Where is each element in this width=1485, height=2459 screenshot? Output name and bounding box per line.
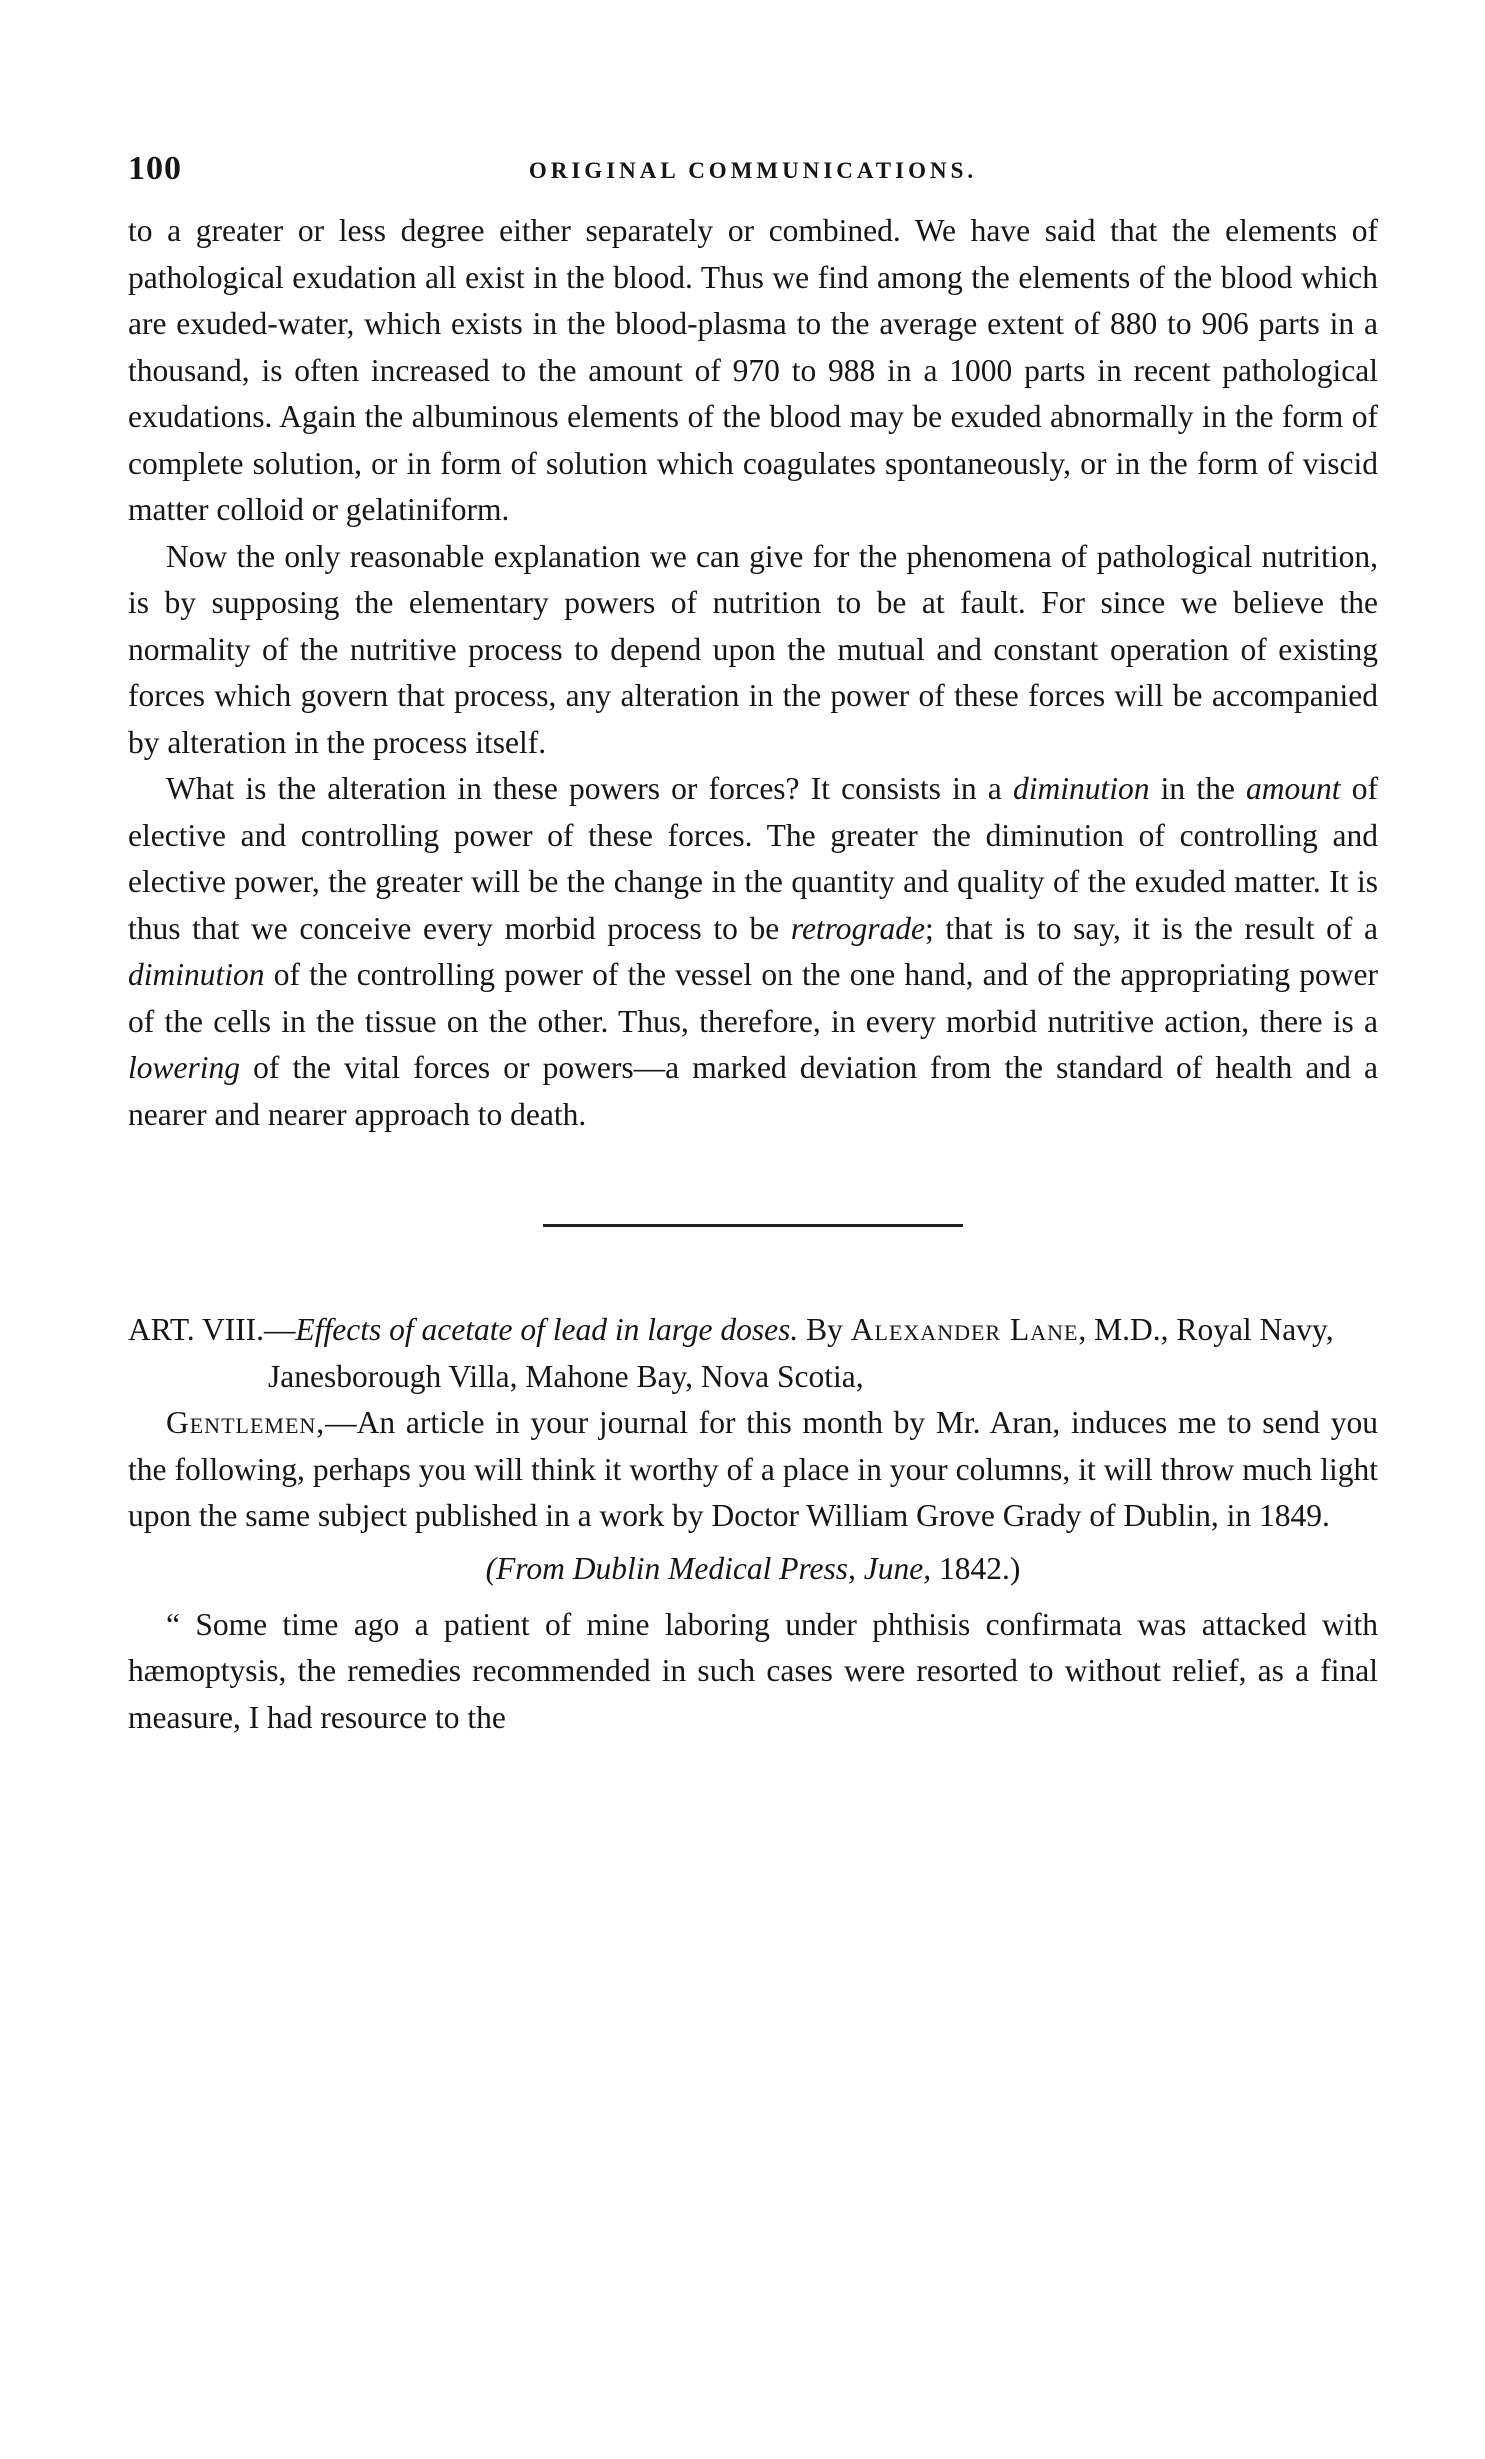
article-by: By [798, 1312, 851, 1347]
page-number: 100 [128, 150, 182, 187]
paragraph-3 [128, 766, 1378, 1138]
citation-source: (From Dublin Medical Press, June, [485, 1550, 932, 1586]
p3-text-2: in the [1149, 771, 1247, 806]
article-author: Alexander Lane [850, 1312, 1079, 1347]
book-page [128, 150, 1378, 1741]
section-divider [543, 1224, 963, 1227]
section-title: ORIGINAL COMMUNICATIONS. [528, 158, 978, 183]
p3-text-3: of elective and controlling power of these forces. The greater the diminution of controlling and elective power, the greater will be the change in the quantity and quality of the exuded matter. It is thus that we conceive every morbid process to be [128, 771, 1378, 946]
quote-paragraph: “ Some time ago a patient of mine laboring under phthisis confirmata was attacked with hæmoptysis, the remedies recommended in such cases were resorted to without relief, as a final measure, I had resource to the [128, 1606, 1378, 1735]
p3-italic-diminution: diminution [1012, 771, 1150, 806]
p3-italic-diminution-2: diminution [128, 957, 265, 992]
p3-text-6: of the vital forces or powers—a marked deviation from the standard of health and a nearer and nearer approach to death. [128, 1050, 1378, 1132]
p3-text-1: What is the alteration in these powers or forces? It consists in a [166, 771, 1013, 806]
letter-salutation: Gentlemen, [166, 1405, 326, 1440]
article-title: Effects of acetate of lead in large doses. [295, 1312, 799, 1347]
letter-body: —An article in your journal for this month by Mr. Aran, induces me to send you the following, perhaps you will think it worthy of a place in your columns, it will throw much light upon the same subject published in a work by Doctor William Grove Grady of Dublin, in 1849. [128, 1405, 1378, 1533]
p3-italic-retrograde: retrograde [790, 910, 926, 946]
p3-text-4: ; that is to say, it is the result of a [925, 910, 1378, 946]
p3-italic-lowering: lowering [128, 1050, 241, 1085]
running-head [128, 150, 1378, 202]
citation-year: 1842.) [931, 1550, 1021, 1586]
source-citation [128, 1544, 1378, 1594]
p3-italic-amount: amount [1246, 771, 1341, 806]
paragraph-1: to a greater or less degree either separately or combined. We have said that the elements of pathological exudation all exist in the blood. Thus we find among the elements of the blood which are exuded-water, which exists in the blood-plasma to the average extent of 880 to 906 parts in a thousand, is often increased to the amount of 970 to 988 in a 1000 parts in recent pathological exudations. Again the albuminous elements of the blood may be exuded abnormally in the form of complete solution, or in form of solution which coagulates spontaneously, or in the form of viscid matter colloid or gelatiniform. [128, 213, 1378, 527]
article-number: ART. VIII.— [128, 1312, 296, 1347]
letter-paragraph [128, 1400, 1378, 1540]
paragraph-2: Now the only reasonable explanation we can give for the phenomena of pathological nutrition, is by supposing the elementary powers of nutrition to be at fault. For since we believe the normality of the nutritive process to depend upon the mutual and constant operation of existing forces which govern that process, any alteration in the power of these forces will be accompanied by alteration in the process itself. [128, 538, 1378, 760]
article-heading [128, 1307, 1378, 1400]
p3-text-5: of the controlling power of the vessel on the one hand, and of the appropriating power of the cells in the tissue on the other. Thus, therefore, in every morbid nutritive action, there is a [128, 957, 1378, 1039]
article-author-affiliation: , M.D., Royal Navy, Janesborough Villa, Mahone Bay, Nova Scotia, [268, 1312, 1334, 1394]
